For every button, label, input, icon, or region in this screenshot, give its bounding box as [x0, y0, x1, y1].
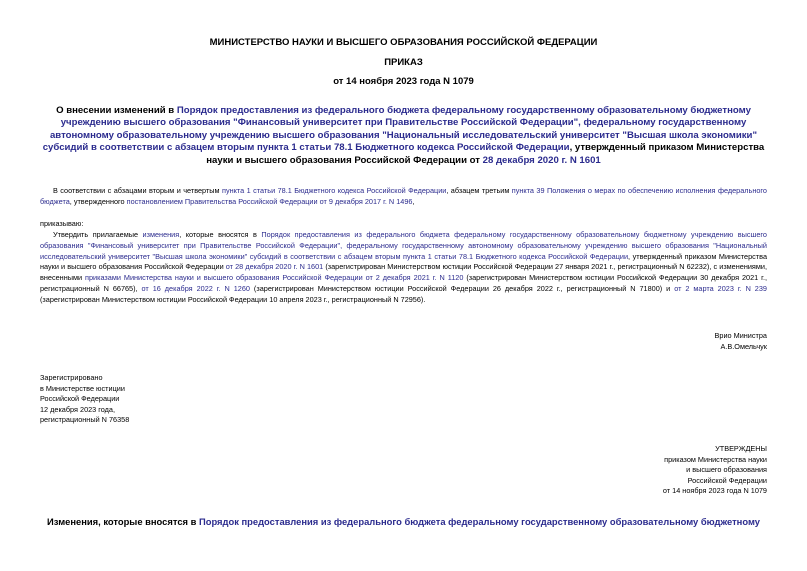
- title-prefix: О внесении изменений в: [56, 105, 177, 116]
- preamble-link-decree[interactable]: постановлением Правительства Российской Федерации от 9 декабря 2017 г. N 1496: [126, 196, 413, 206]
- approved-block: [507, 444, 767, 497]
- doc-type: ПРИКАЗ: [384, 57, 423, 68]
- body-link-order-1601[interactable]: от 28 декабря 2020 г. N 1601: [225, 262, 324, 272]
- preamble-text-1: В соответствии с абзацами вторым и четвертым: [53, 186, 222, 195]
- ministry-name: МИНИСТЕРСТВО НАУКИ И ВЫСШЕГО ОБРАЗОВАНИЯ РОССИЙСКОЙ ФЕДЕРАЦИИ: [209, 37, 598, 48]
- signature-position: Врио Министра: [714, 331, 767, 340]
- approved-line: и высшего образования: [686, 465, 767, 475]
- body-text-7: (зарегистрирован Министерством юстиции Российской Федерации 10 апреля 2023 г., регистрационный N 72956).: [40, 294, 426, 304]
- preamble-paragraph: [40, 186, 767, 208]
- preamble-link-regulation[interactable]: пункта 39 Положения о мерах по обеспечению исполнения федерального бюджета: [40, 186, 767, 206]
- body-text-3: , утвержденный приказом Министерства науки и высшего образования Российской Федерации: [40, 251, 768, 272]
- document-title: [40, 105, 767, 167]
- body-text-1: Утвердить прилагаемые: [53, 230, 143, 239]
- preamble-link-budget-code[interactable]: пункта 1 статьи 78.1 Бюджетного кодекса Российской Федерации: [222, 186, 447, 195]
- approved-line: от 14 ноября 2023 года N 1079: [662, 486, 767, 496]
- body-link-procedure[interactable]: Порядок предоставления из федерального бюджета федеральному государственному образовательному бюджетному учреждению высшего образования "Финансовый университет при Правительстве Российской Федерации", федеральному государственному автономному образовательному учреждению высшего образования "Национальный исследовательский университет "Высшая школа экономики" субсидий в соответствии с абзацем вторым пункта 1 статьи 78.1 Бюджетного кодекса Российской Федерации: [40, 230, 767, 261]
- preamble-text-3: , утвержденного: [69, 196, 127, 206]
- registration-line: Российской Федерации: [40, 394, 120, 404]
- registration-line: регистрационный N 76358: [40, 415, 130, 425]
- order-word: приказываю:: [40, 219, 84, 228]
- body-text-6: (зарегистрирован Министерством юстиции Российской Федерации 26 декабря 2022 г., регистрационный N 71800) и: [249, 283, 675, 293]
- approved-line: Российской Федерации: [687, 475, 767, 485]
- registration-block: [40, 373, 290, 426]
- title-middle: , утвержденный приказом Министерства науки и высшего образования Российской Федерации от: [206, 142, 765, 166]
- body-link-order-1120[interactable]: приказами Министерства науки и высшего образования Российской Федерации от 2 декабря 2021 г. N 1120: [85, 273, 464, 283]
- registration-line: Зарегистрировано: [40, 373, 103, 382]
- body-text-5: (зарегистрирован Министерством юстиции Российской Федерации 30 декабря 2021 г., регистрационный N 66765),: [40, 273, 767, 293]
- approved-line: приказом Министерства науки: [664, 454, 767, 464]
- preamble-text-2: , абзацем третьим: [446, 186, 512, 195]
- registration-line: в Министерстве юстиции: [40, 383, 125, 393]
- signature-block: [567, 331, 767, 352]
- changes-heading-prefix: Изменения, которые вносятся в: [47, 516, 199, 527]
- signature-name: А.В.Омельчук: [720, 341, 767, 351]
- body-link-order-239[interactable]: от 2 марта 2023 г. N 239: [674, 283, 767, 293]
- preamble-text-4: ,: [412, 196, 415, 206]
- doc-date-number: от 14 ноября 2023 года N 1079: [333, 76, 474, 87]
- body-text-2: , которые вносятся в: [179, 230, 262, 239]
- title-link-procedure[interactable]: Порядок предоставления из федерального бюджета федеральному государственному образовательному бюджетному учреждению высшего образования "Финансовый университет при Правительстве Российской Федерации", федеральному государственному автономному образовательному учреждению высшего образования "Национальный исследовательский университет "Высшая школа экономики" субсидий в соответствии с абзацем вторым пункта 1 статьи 78.1 Бюджетного кодекса Российской Федерации: [42, 105, 758, 154]
- changes-heading: [0, 516, 807, 527]
- title-link-order[interactable]: 28 декабря 2020 г. N 1601: [482, 154, 601, 166]
- registration-line: 12 декабря 2023 года,: [40, 404, 116, 414]
- body-link-order-1260[interactable]: от 16 декабря 2022 г. N 1260: [141, 283, 250, 293]
- body-text-4: (зарегистрирован Министерством юстиции Российской Федерации 27 января 2021 г., регистрационный N 62232), с изменениями, внесенными: [40, 262, 768, 283]
- approved-line: УТВЕРЖДЕНЫ: [715, 444, 767, 453]
- changes-heading-link[interactable]: Порядок предоставления из федерального бюджета федеральному государственному образовательному бюджетному: [198, 516, 760, 527]
- body-link-changes[interactable]: изменения: [142, 230, 180, 239]
- body-paragraph: [40, 230, 767, 306]
